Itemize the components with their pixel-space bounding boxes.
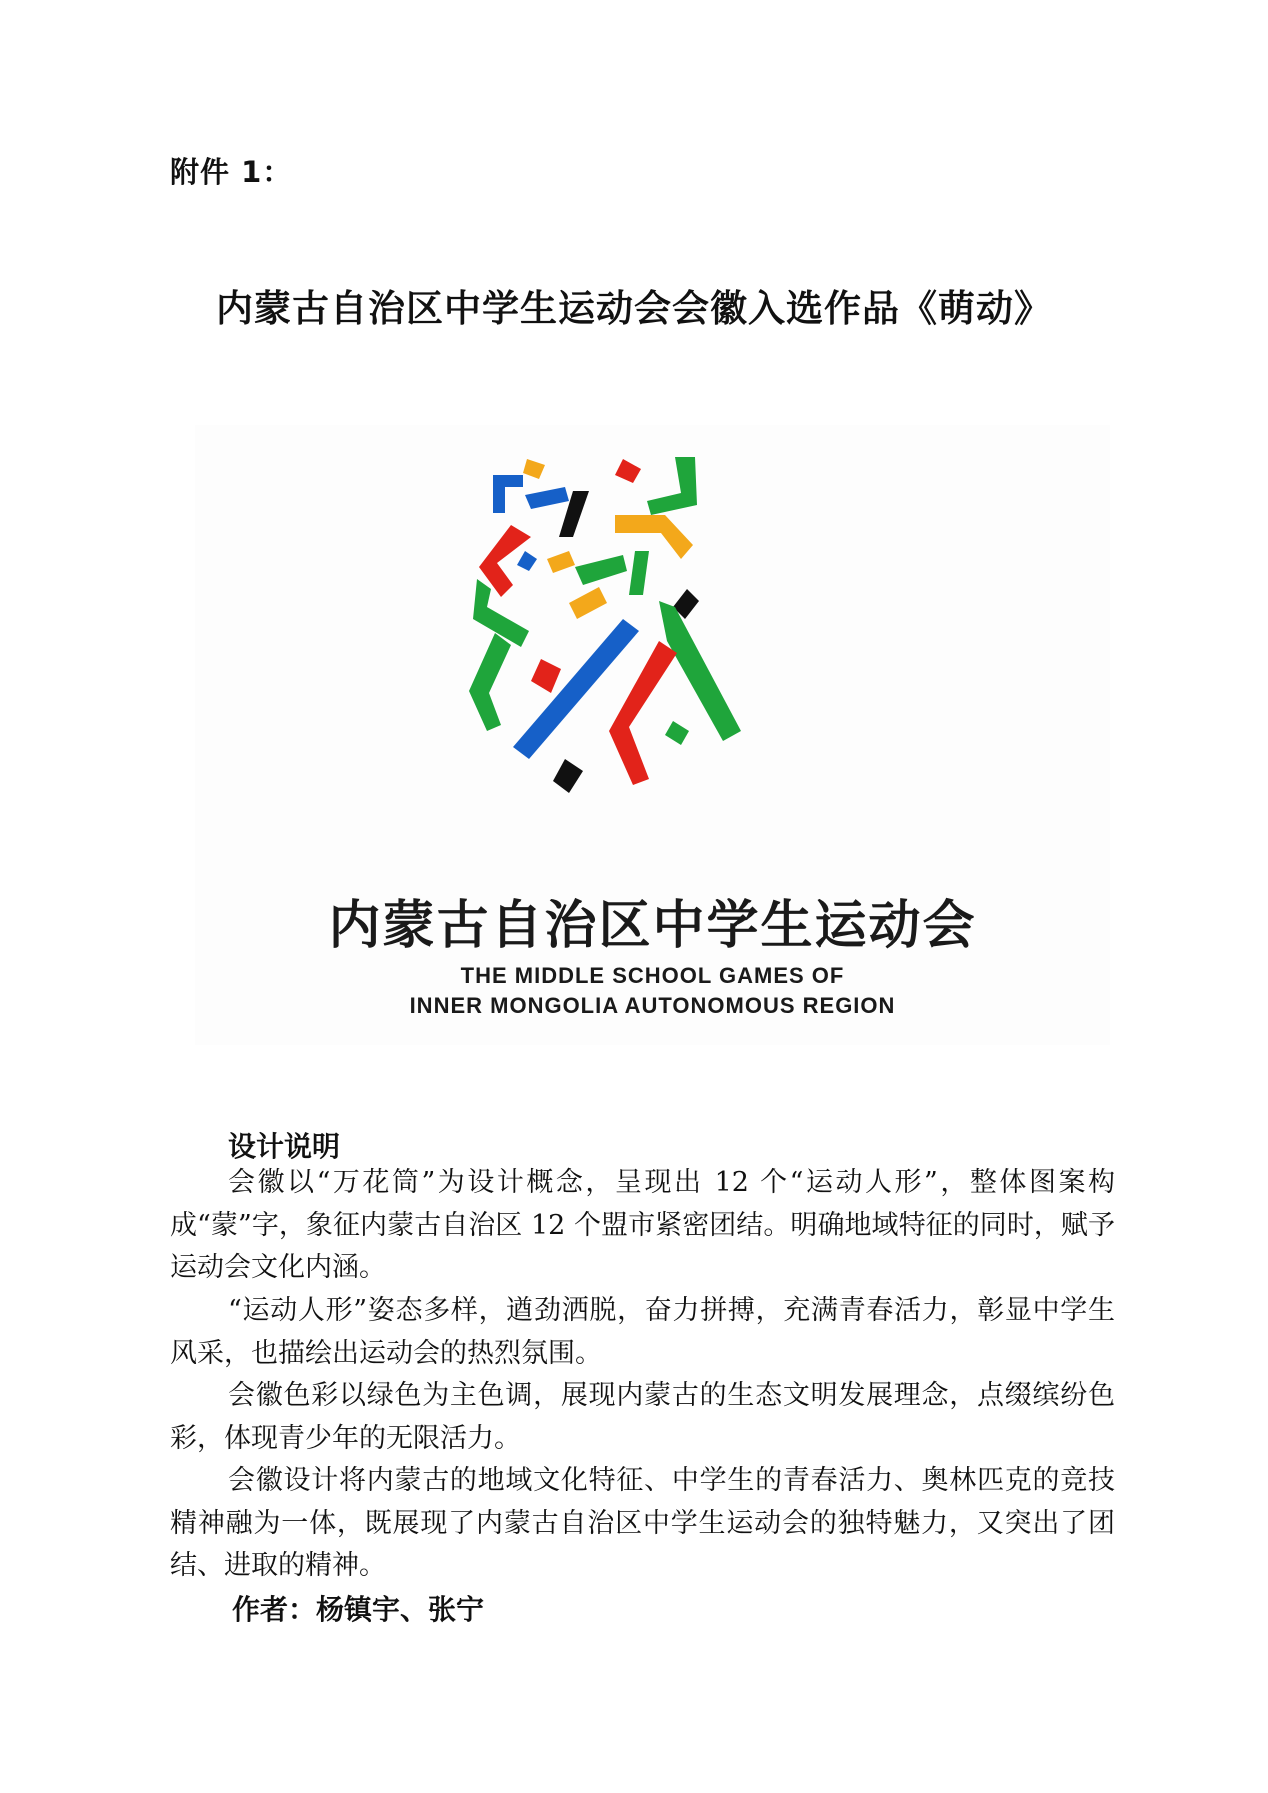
emblem-figure-shape bbox=[665, 721, 689, 745]
emblem-figure-shape bbox=[547, 551, 575, 573]
emblem-figure-shape bbox=[569, 587, 607, 619]
emblem-name-cn: 内蒙古自治区中学生运动会 bbox=[328, 896, 977, 956]
emblem-logo-icon bbox=[465, 455, 765, 835]
author-line: 作者：杨镇宇、张宁 bbox=[232, 1593, 485, 1626]
description-paragraph: 会徽设计将内蒙古的地域文化特征、中学生的青春活力、奥林匹克的竞技精神融为一体，既展现了内蒙古自治区中学生运动会的独特魅力，又突出了团结、进取的精神。 bbox=[170, 1465, 1115, 1581]
emblem-figure-shape bbox=[609, 641, 677, 785]
description-paragraph: 会徽色彩以绿色为主色调，展现内蒙古的生态文明发展理念，点缀缤纷色彩，体现青少年的无限活力。 bbox=[170, 1380, 1115, 1454]
emblem-figure-shape bbox=[647, 457, 697, 515]
emblem-figure-shape bbox=[629, 551, 649, 595]
section-heading: 设计说明 bbox=[228, 1130, 341, 1163]
emblem-figure-shape bbox=[615, 459, 641, 483]
emblem-figure-shape bbox=[493, 475, 523, 513]
emblem-figure-shape bbox=[531, 659, 561, 693]
emblem-figure-shape bbox=[575, 555, 627, 585]
emblem-figure-shape bbox=[553, 759, 583, 793]
emblem-figure-shape bbox=[517, 551, 537, 571]
emblem-figure-shape bbox=[659, 601, 741, 741]
emblem-image bbox=[195, 425, 1110, 1045]
emblem-figure-shape bbox=[615, 515, 693, 559]
description-paragraph: 会徽以“万花筒”为设计概念，呈现出 12 个“运动人形”，整体图案构成“蒙”字，象征内蒙古自治区 12 个盟市紧密团结。明确地域特征的同时，赋予运动会文化内涵。 bbox=[170, 1167, 1115, 1283]
description-paragraph: “运动人形”姿态多样，遒劲洒脱，奋力拼搏，充满青春活力，彰显中学生风采，也描绘出运动会的热烈氛围。 bbox=[170, 1295, 1115, 1369]
attachment-label: 附件 1： bbox=[170, 155, 293, 189]
emblem-figure-shape bbox=[525, 487, 569, 509]
emblem-figure-shape bbox=[523, 459, 545, 479]
emblem-name-en-line1: THE MIDDLE SCHOOL GAMES OF bbox=[460, 963, 845, 988]
emblem-figure-shape bbox=[469, 633, 511, 731]
document-title: 内蒙古自治区中学生运动会会徽入选作品《萌动》 bbox=[216, 287, 1052, 330]
emblem-name-en-line2: INNER MONGOLIA AUTONOMOUS REGION bbox=[409, 993, 896, 1018]
